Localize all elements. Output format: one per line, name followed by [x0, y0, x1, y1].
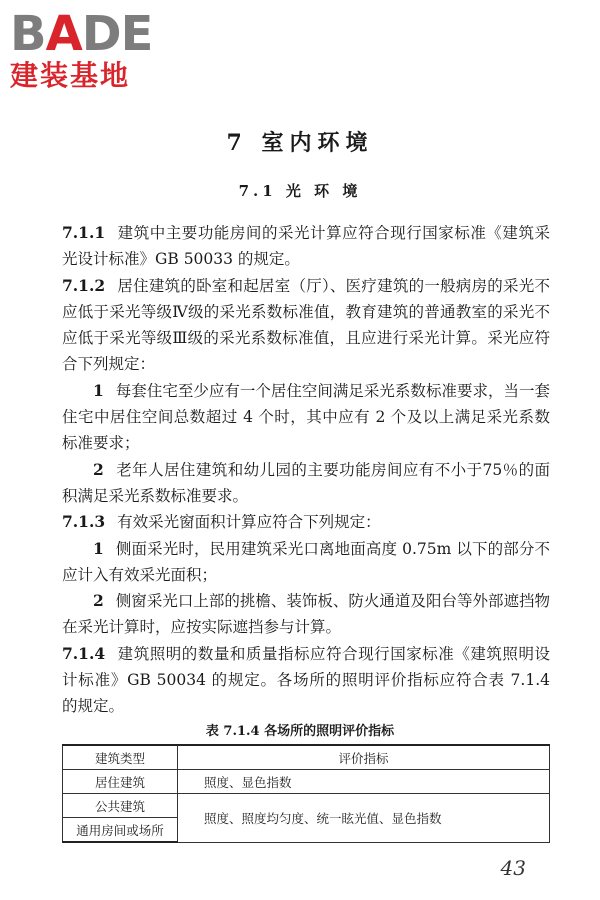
clause-7-1-4: 7.1.4 建筑照明的数量和质量指标应符合现行国家标准《建筑照明设计标准》GB 50034 的规定。各场所的照明评价指标应符合表 7.1.4 的规定。: [62, 643, 550, 716]
clause-7-1-3: 7.1.3 有效采光窗面积计算应符合下列规定：: [62, 512, 381, 532]
table-cell: 照度、显色指数: [178, 770, 550, 794]
table-header-cell: 评价指标: [178, 745, 550, 770]
table-cell: 照度、照度均匀度、统一眩光值、显色指数: [178, 794, 550, 843]
clause-item: 2 老年人居住建筑和幼儿园的主要功能房间应有不小于75％的面积满足采光系数标准要求。: [62, 459, 550, 505]
section-title: 7.1 光 环 境: [238, 182, 362, 200]
table-cell: 通用房间或场所: [63, 818, 178, 843]
table-header-cell: 建筑类型: [63, 745, 178, 770]
table-header-row: [63, 745, 550, 770]
clause-item: 2 侧窗采光口上部的挑檐、装饰板、防火通道及阳台等外部遮挡物在采光计算时，应按实际遮挡参与计算。: [62, 591, 550, 637]
logo-wordmark: BADE: [10, 6, 153, 62]
clause-7-1-2: 7.1.2 居住建筑的卧室和起居室（厅）、医疗建筑的一般病房的采光不应低于采光等级Ⅳ级的采光系数标准值，教育建筑的普通教室的采光不应低于采光等级Ⅲ级的采光系数标准值，且应进行采光计算。采光应符合下列规定：: [62, 275, 550, 374]
logo-subtitle: 建装基地: [10, 59, 131, 92]
lighting-evaluation-table: [62, 744, 550, 843]
clause-item: 1 侧面采光时，民用建筑采光口离地面高度 0.75m 以下的部分不应计入有效采光面积；: [62, 538, 550, 584]
table-cell: 公共建筑: [63, 794, 178, 818]
chapter-title: 7 室内环境: [226, 130, 374, 156]
table-row: [63, 794, 550, 818]
site-logo: [10, 6, 175, 90]
table-caption: 表 7.1.4 各场所的照明评价指标: [205, 724, 395, 739]
clause-item: 1 每套住宅至少应有一个居住空间满足采光系数标准要求，当一套住宅中居住空间总数超过 4 个时，其中应有 2 个及以上满足采光系数标准要求；: [62, 380, 550, 453]
table-row: [63, 770, 550, 794]
page-number: 43: [500, 856, 526, 880]
document-body: [62, 220, 550, 720]
clause-7-1-1: 7.1.1 建筑中主要功能房间的采光计算应符合现行国家标准《建筑采光设计标准》GB 50033 的规定。: [62, 223, 550, 269]
table-cell: 居住建筑: [63, 770, 178, 794]
